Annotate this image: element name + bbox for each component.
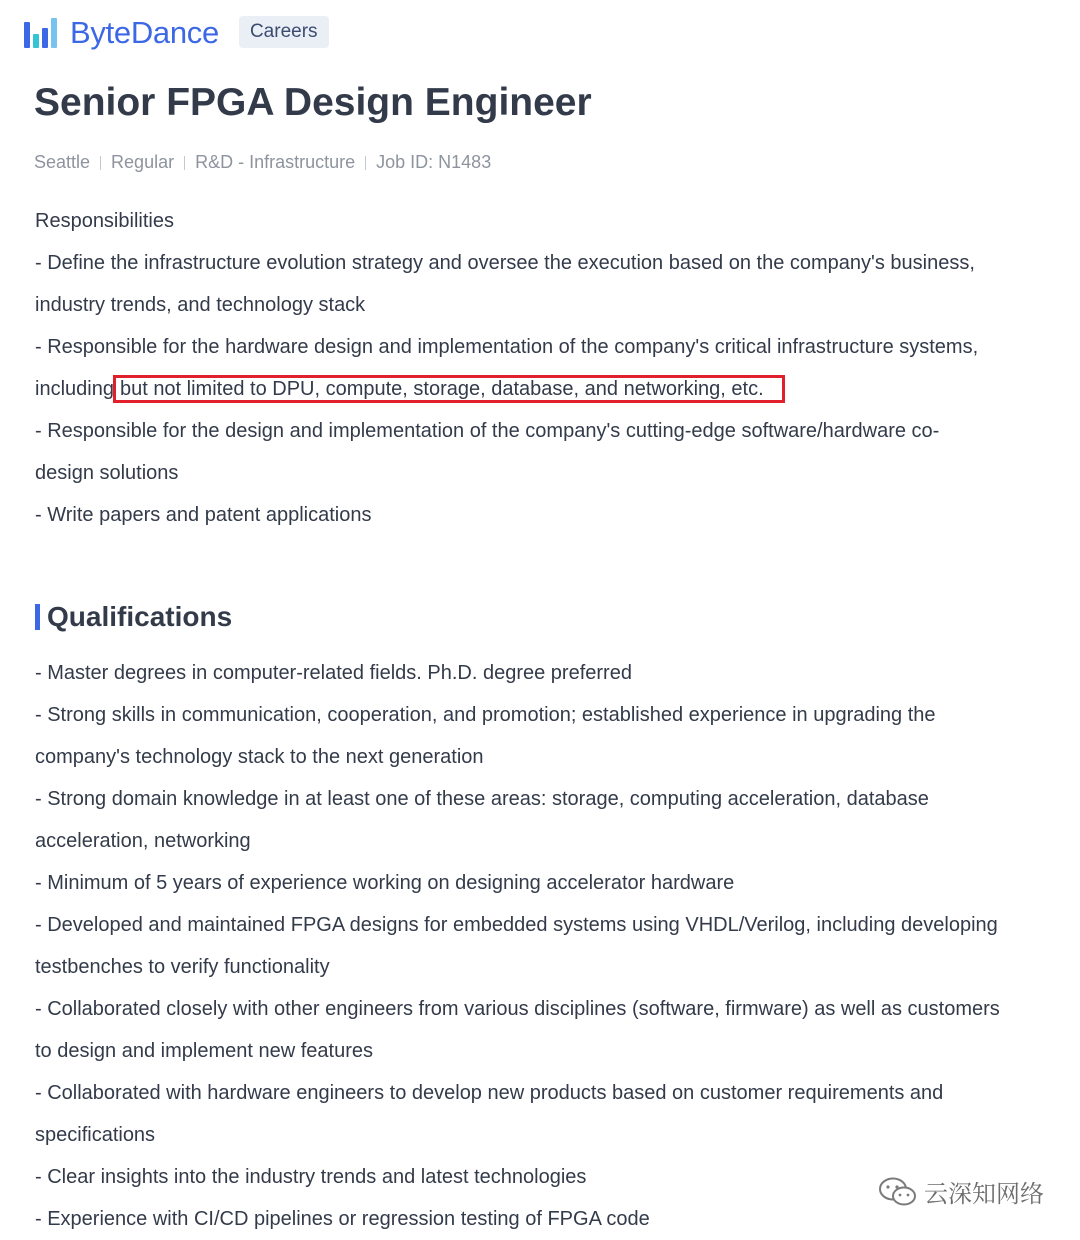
heading-accent-bar <box>35 604 40 630</box>
job-meta <box>34 152 491 173</box>
meta-divider <box>365 156 366 170</box>
wechat-icon <box>878 1176 918 1208</box>
responsibility-line: industry trends, and technology stack <box>35 294 366 316</box>
qualification-line: - Clear insights into the industry trends and latest technologies <box>35 1166 587 1188</box>
responsibilities-label: Responsibilities <box>35 210 174 232</box>
responsibility-line: design solutions <box>35 462 179 484</box>
bytedance-logo-icon[interactable] <box>24 16 60 48</box>
qualification-line: - Experience with CI/CD pipelines or regression testing of FPGA code <box>35 1208 650 1230</box>
qualification-line: to design and implement new features <box>35 1040 373 1062</box>
highlighted-text: but not limited to DPU, compute, storage, database, and networking, etc. <box>116 378 782 400</box>
watermark <box>878 1174 1044 1209</box>
qualification-line: - Strong domain knowledge in at least one of these areas: storage, computing acceleration, database <box>35 788 929 810</box>
highlight-prefix: including <box>35 378 114 400</box>
responsibility-line: - Responsible for the hardware design and implementation of the company's critical infrastructure systems, <box>35 336 979 358</box>
qualification-line: - Strong skills in communication, cooperation, and promotion; established experience in upgrading the <box>35 704 936 726</box>
responsibility-line: - Define the infrastructure evolution strategy and oversee the execution based on the company's business, <box>35 252 975 274</box>
site-header <box>24 12 329 52</box>
job-id: Job ID: N1483 <box>376 152 492 172</box>
job-department: R&D - Infrastructure <box>195 152 356 172</box>
responsibility-line <box>35 368 1045 410</box>
qualification-line: - Master degrees in computer-related fields. Ph.D. degree preferred <box>35 662 632 684</box>
qualifications-title: Qualifications <box>47 601 233 632</box>
responsibility-line: - Write papers and patent applications <box>35 504 372 526</box>
careers-badge[interactable]: Careers <box>239 16 329 49</box>
qualifications-section <box>35 652 1045 1240</box>
responsibility-line: - Responsible for the design and implementation of the company's cutting-edge software/hardware co- <box>35 420 940 442</box>
meta-divider <box>184 156 185 170</box>
qualification-line: specifications <box>35 1124 156 1146</box>
qualification-line: company's technology stack to the next generation <box>35 746 484 768</box>
qualification-line: acceleration, networking <box>35 830 251 852</box>
qualifications-heading <box>35 600 232 634</box>
brand-name[interactable]: ByteDance <box>70 14 219 50</box>
meta-divider <box>100 156 101 170</box>
qualification-line: - Collaborated closely with other engineers from various disciplines (software, firmware) as well as customers <box>35 998 1000 1020</box>
qualification-line: - Developed and maintained FPGA designs for embedded systems using VHDL/Verilog, including developing <box>35 914 998 936</box>
job-title: Senior FPGA Design Engineer <box>34 81 592 124</box>
responsibilities-section <box>35 200 1045 536</box>
job-type: Regular <box>111 152 175 172</box>
qualification-line: testbenches to verify functionality <box>35 956 330 978</box>
qualification-line: - Collaborated with hardware engineers to develop new products based on customer requirements and <box>35 1082 944 1104</box>
qualification-line: - Minimum of 5 years of experience working on designing accelerator hardware <box>35 872 735 894</box>
watermark-text: 云深知网络 <box>924 1180 1044 1208</box>
job-location: Seattle <box>34 152 91 172</box>
